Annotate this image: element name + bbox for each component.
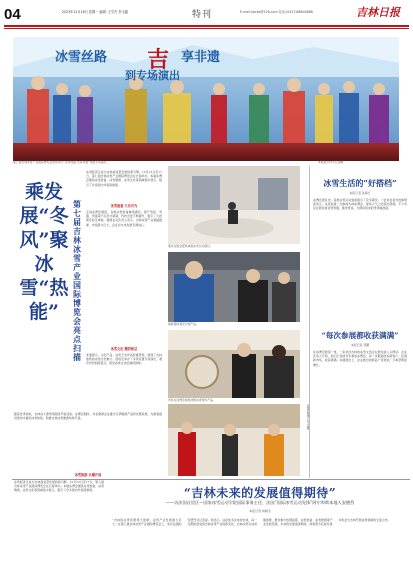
photo-credit: 本版图片均为记者摄	[318, 160, 344, 164]
page-number: 04	[4, 6, 21, 23]
photo-2-illustration	[168, 252, 300, 322]
section-heading-1: 冰雪装备 大有可为	[110, 204, 138, 208]
hero-photo	[13, 37, 399, 161]
hero-stage-illustration	[13, 37, 399, 161]
right-article-1-body: 冰博会展区内，各类冰雪运动装备吸引了众多观众。一位来自省外的参展商表示，这是他第一次参加吉林冰博会，现场人气之旺超出预期。不少市民在展台前试穿雪服、挑选雪具，为即将到来的雪季做准备。	[313, 198, 407, 211]
photo-3-caption: 市民在冰博会现场选购冰雪特色产品。	[168, 398, 216, 402]
left-article-tail: 冰雪经济正成为吉林高质量发展的新引擎。12月15日至17日，第七届吉林冰雪产业国际博览会在长春举办。本届冰博会围绕冰雪装备、冰雪旅游、冰雪文化等领域集中展示，吸引了众多国内外客商参展。	[14, 480, 104, 493]
masthead-rule	[4, 25, 409, 27]
photo-1-caption: 观众在展会现场体验冰雪运动项目。	[168, 244, 213, 248]
article-section-1: 走进冰博会展馆，各类冰雪装备琳琅满目。国产雪板、雪服、雪镜等产品设计新颖，科技含量不断提升，吸引了大批观众驻足体验。参展企业负责人表示，吉林冰雪产业基础雄厚，市场潜力巨大，企业对未来发展充满信心。	[86, 210, 162, 227]
column-divider	[309, 166, 310, 478]
article-continuation: 随着雪季到来，吉林各大滑雪场陆续开板迎客。冰博会期间，多家旅游企业推出冬季旅游产品和优惠政策，为游客提供更加丰富的冰雪体验，助推吉林冰雪旅游持续升温。	[14, 412, 162, 421]
banner-left-text: 冰雪丝路	[55, 50, 108, 65]
main-headline: 乘发展“冬风”聚冰雪“热能”	[19, 181, 69, 323]
section-heading-2: 冰雪文化 精彩纷呈	[110, 347, 138, 351]
contact-line: E-mail:jlwrbz@126.com 电话:(0431)88600688	[240, 10, 313, 14]
photo-3	[168, 330, 300, 398]
photo-4-caption: 冰博会现场人气火爆。	[306, 404, 310, 432]
right-article-1-author: 本报记者 孙春红	[349, 191, 371, 195]
right-article-1-title: 冰雪生活的“好搭档”	[323, 178, 397, 188]
photo-4-illustration	[168, 404, 300, 476]
section-title: 特刊	[192, 10, 213, 20]
photo-2	[168, 252, 300, 322]
article-section-2: 非遗展示、文创产品、冰雪艺术作品轮番登场，展现了吉林独特的冰雪文化魅力。现场还举办了多场非遗专场演出，观众纷纷拍照留念，感受冰雪文化的独特韵味。	[86, 353, 162, 366]
banner-sub-text: 到专场演出	[125, 69, 180, 82]
right-article-2-body: 在冰博会展馆一角，一家来自吉林的冰雪文创企业展位前人头攒动。企业负责人介绍，他们已连续多年参加冰博会，每一次都能结识新客户、拓展新市场，收获满满。本届展会上，企业推出的新品广受欢迎，订单量明显增长。	[313, 350, 407, 367]
date-line: 2023年12月18日 星期一 编辑: 王学杰 李玉鑫	[62, 10, 128, 14]
right-article-2-author: 本报记者 邹鹏	[350, 343, 370, 347]
article-intro: 冰雪经济正成为吉林高质量发展的新引擎。12月15日至17日，第七届吉林冰雪产业国际博览会在长春举办。本届冰博会围绕冰雪装备、冰雪旅游、冰雪文化等领域集中展示，吸引了众多国内外客商参展。	[86, 170, 162, 187]
masthead	[0, 0, 413, 34]
photo-1	[168, 166, 300, 244]
photo-2-caption: 参展商向观众介绍产品。	[168, 322, 199, 326]
banner-mid-text: 吉	[147, 47, 170, 73]
bottom-article-body: “吉林的冰雪资源得天独厚，冰雪产业发展潜力巨大。”在第七届吉林冰雪产业国际博览会上，来自法国的安德烈对记者说。他表示，这是他多次来到吉林，每一次都能感受到吉林冰雪产业的新变化。吉林冰雪运动氛围浓厚，群众参与热情高涨，冰雪装备、冰雪旅游等产业发展迅速，未来的发展值得期待。他希望今后能有更多机会与吉林开展冰雪领域的交流合作。	[112, 518, 391, 527]
hero-caption: 第七届吉林冰雪产业国际博览会现场举行“冰雪丝路 吉享非遗”非遗专场演出。	[13, 160, 110, 164]
banner-right-text: 享非遗	[181, 50, 221, 65]
photo-4	[168, 404, 300, 476]
photo-1-illustration	[168, 166, 300, 244]
bottom-article-subtitle: ——访法国自贸区—国家冰雪运动学院国际事务主任、法国“国际冰雪运动先锋”阿尔卑斯本地人安德烈	[165, 500, 355, 505]
masthead-rule-thin	[4, 28, 409, 29]
headline-subtitle: 第七届吉林冰雪产业国际博览会亮点扫描	[73, 200, 81, 362]
right-article-2-title: “每次参展都收获满满”	[321, 331, 399, 340]
photo-3-illustration	[168, 330, 300, 398]
section-heading-3: 冰雪旅游 火爆开局	[74, 473, 102, 477]
newspaper-logo: 吉林日报	[356, 6, 400, 19]
bottom-article-author: 本报记者 杨晓冬	[249, 509, 271, 513]
bottom-article-title: “吉林未来的发展值得期待”	[183, 486, 337, 500]
